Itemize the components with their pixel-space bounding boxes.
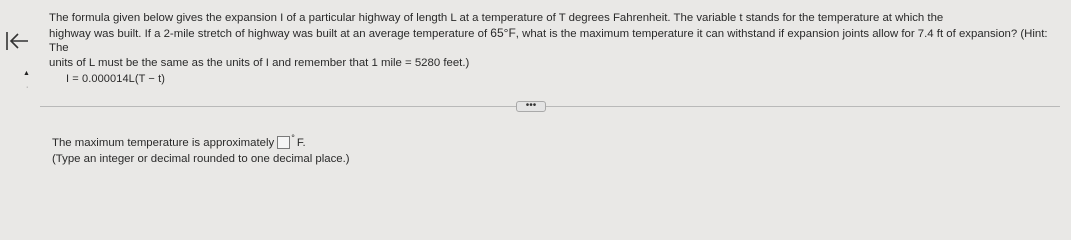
divider	[40, 106, 1060, 107]
more-button[interactable]: •••	[516, 101, 546, 112]
problem-line-1: The formula given below gives the expansion I of a particular highway of length L at a temperature of T degrees Fahrenheit. The variable t stands for the temperature at which the	[49, 12, 944, 24]
degree-symbol: °	[291, 132, 295, 143]
dot-icon: ·	[26, 84, 29, 91]
problem-line-2-start: highway was built. If a 2-mile stretch of highway was built at an average temperature of	[49, 27, 491, 40]
formula: I = 0.000014L(T − t)	[66, 73, 166, 85]
answer-instruction: (Type an integer or decimal rounded to one decimal place.)	[52, 153, 350, 165]
problem-line-3: units of L must be the same as the units of I and remember that 1 mile = 5280 feet.)	[49, 56, 470, 69]
problem-line-2	[49, 26, 1059, 56]
answer-line	[52, 132, 306, 149]
answer-prefix: The maximum temperature is approximately	[52, 136, 275, 149]
problem-statement	[49, 11, 1059, 70]
problem-line-2-end: , what is the maximum temperature it can withstand if expansion joints allow for 7.4 ft of expansion? (Hint: The	[49, 27, 1048, 55]
back-arrow-icon[interactable]	[4, 30, 30, 52]
build-temperature: 65°F	[490, 25, 516, 40]
triangle-up-icon[interactable]: ▲	[23, 70, 30, 77]
unit-label: F.	[296, 136, 306, 149]
answer-input[interactable]	[277, 136, 290, 149]
